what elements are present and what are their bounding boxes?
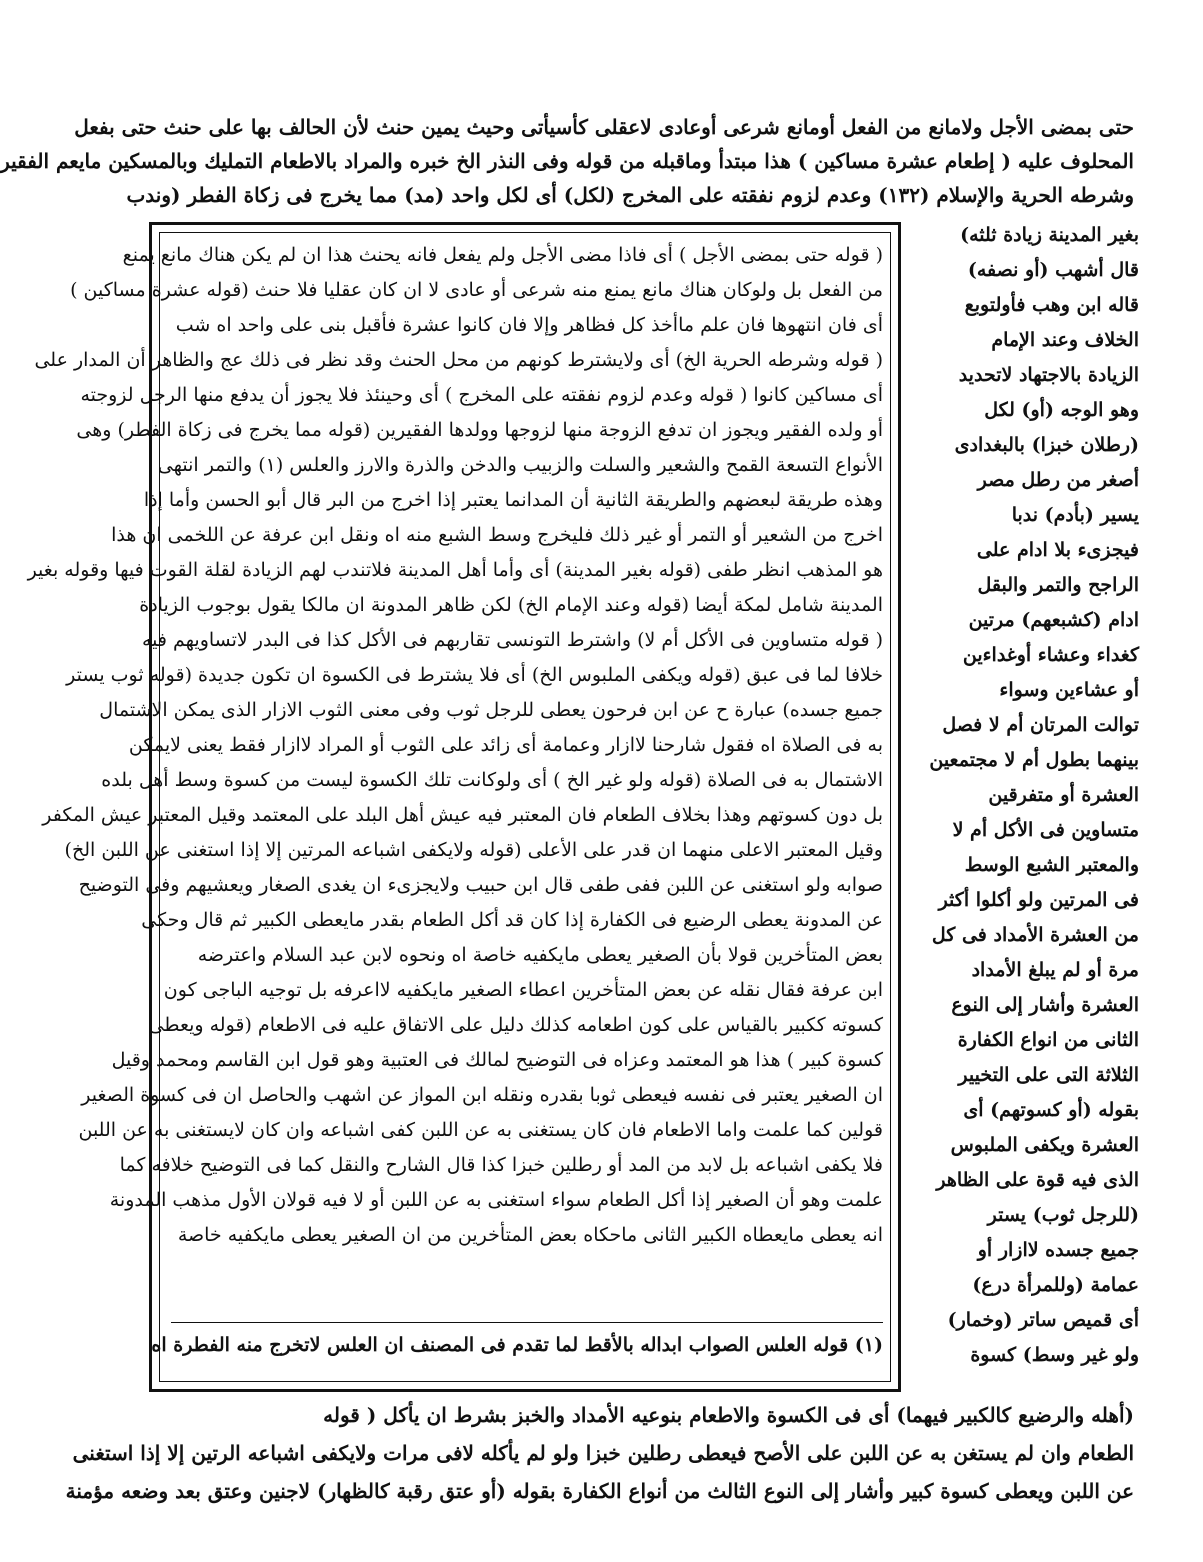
commentary-line: وقيل المعتبر الاعلى منهما ان قدر على الأعلى (قوله ولايكفى اشباعه المرتين إلا إذا استغنى عن اللبن الخ) (64, 839, 883, 861)
commentary-line: كسوة كبير ) هذا هو المعتمد وعزاه فى التوضيح لمالك فى العتبية وهو قول ابن القاسم ومحمد وقيل (111, 1049, 883, 1071)
side-text-line: قاله ابن وهب فأولتوبع (964, 294, 1139, 316)
commentary-line: الاشتمال به فى الصلاة (قوله ولو غير الخ ) أى ولوكانت تلك الكسوة ليست من كسوة وسط أهل بلده (101, 769, 883, 791)
side-text-line: متساوين فى الأكل أم لا (952, 819, 1139, 841)
side-text-line: من العشرة الأمداد فى كل (931, 924, 1139, 946)
commentary-line: هو المذهب انظر طفى (قوله بغير المدينة) أى وأما أهل المدينة فلاتندب لهم الزيادة لقلة القوت فيها وقوله بغير (27, 559, 883, 581)
commentary-line: به فى الصلاة اه فقول شارحنا لاازار وعمامة أى زائد على الثوب أو المراد لاازار فقط يعنى لايمكن (128, 734, 883, 756)
commentary-line: ( قوله وشرطه الحرية الخ) أى ولايشترط كونهم من محل الحنث وقد نظر فى ذلك عج والظاهر أن المدار على (34, 349, 883, 371)
commentary-line: أى مساكين كانوا ( قوله وعدم لزوم نفقته على المخرج ) أى وحينئذ فلا يجوز أن يدفع منها الرجل لزوجته (80, 384, 883, 406)
top-text-line: حتى بمضى الأجل ولامانع من الفعل أومانع شرعى أوعادى لاعقلى كأسيأتى وحيث يمين حنث لأن الحالف بها على حنث حتى بفعل (74, 115, 1134, 139)
side-text-line: والمعتبر الشبع الوسط (964, 854, 1139, 876)
commentary-line: قولين كما علمت واما الاطعام فان كان يستغنى به عن اللبن كفى اشباعه وان كان لايستغنى به عن اللبن (78, 1119, 883, 1141)
commentary-line: اخرج من الشعير أو التمر أو غير ذلك فليخرج وسط الشبع منه اه ونقل ابن عرفة عن اللخمى ان هذا (111, 524, 883, 546)
commentary-line: علمت وهو أن الصغير إذا أكل الطعام سواء استغنى به عن اللبن أو لا فيه قولان الأول مذهب المدونة (109, 1189, 883, 1211)
bottom-text-line: عن اللبن ويعطى كسوة كبير وأشار إلى النوع الثالث من أنواع الكفارة بقوله (أو عتق رقبة كالظهار) لاجنين وعتق بعد وضعه مؤمنة (65, 1479, 1134, 1503)
top-text-line: وشرطه الحرية والإسلام (١٣٢) وعدم لزوم نفقته على المخرج (لكل) أى لكل واحد (مد) مما يخرج فى زكاة الفطر (وندب (126, 183, 1134, 207)
side-text-line: وهو الوجه (أو) لكل (984, 399, 1139, 421)
side-text-line: يسير (بأدم) ندبا (1011, 504, 1139, 526)
bottom-text-line: الطعام وان لم يستغن به عن اللبن على الأصح فيعطى رطلين خبزا ولو لم يأكله لافى مرات ولايكفى اشباعه الرتين إلا إذا استغنى (72, 1441, 1134, 1465)
commentary-line: انه يعطى مايعطاه الكبير الثانى ماحكاه بعض المتأخرين من ان الصغير يعطى مايكفيه خاصة (177, 1224, 883, 1246)
side-text-line: (رطلان خبزا) بالبغدادى (954, 434, 1139, 456)
side-text-line: كغداء وعشاء أوغداءين (962, 644, 1139, 666)
commentary-line: بل دون كسوتهم وهذا بخلاف الطعام فان المعتبر فيه عيش أهل البلد على المعتمد وقيل المعتبر عيش المكفر (42, 804, 883, 826)
side-text-line: العشرة وأشار إلى النوع (951, 994, 1139, 1016)
commentary-line: ( قوله حتى بمضى الأجل ) أى فاذا مضى الأجل ولم يفعل فانه يحنث هذا ان لم يكن هناك مانع يمنع (122, 244, 883, 266)
side-text-line: أصغر من رطل مصر (977, 469, 1139, 491)
footnote-divider (171, 1322, 883, 1323)
side-text-line: بينهما بطول أم لا مجتمعين (929, 749, 1139, 771)
commentary-line: وهذه طريقة لبعضهم والطريقة الثانية أن المدانما يعتبر إذا اخرج من البر قال أبو الحسن وأما إذا (143, 489, 883, 511)
side-text-line: (للرجل ثوب) يستر (987, 1204, 1139, 1226)
side-text-line: جميع جسده لاازار أو (977, 1239, 1139, 1261)
side-text-line: بقوله (أو كسوتهم) أى (963, 1099, 1139, 1121)
side-text-line: الراجح والتمر والبقل (977, 574, 1139, 596)
commentary-line: من الفعل بل ولوكان هناك مانع يمنع منه شرعى أو عادى لا ان كان عقليا فلا حنث (قوله عشرة مساكين ) (70, 279, 883, 301)
side-text-line: فيجزىء بلا ادام على (976, 539, 1139, 561)
commentary-line: ان الصغير يعتبر فى نفسه فيعطى ثوبا بقدره ونقله ابن المواز عن اشهب والحاصل ان فى كسوة الصغير (81, 1084, 883, 1106)
side-text-line: الثانى من انواع الكفارة (957, 1029, 1139, 1051)
side-text-line: مرة أو لم يبلغ الأمداد (971, 959, 1139, 981)
side-text-line: الثلاثة التى على التخيير (958, 1064, 1139, 1086)
commentary-line: كسوته ككبير بالقياس على كون اطعامه كذلك دليل على الاتفاق عليه فى الاطعام (قوله ويعطى (148, 1014, 883, 1036)
commentary-line: عن المدونة يعطى الرضيع فى الكفارة إذا كان قد أكل الطعام بقدر مايعطى الكبير ثم قال وحكى (141, 909, 883, 931)
side-text-line: العشرة أو متفرقين (988, 784, 1139, 806)
commentary-line: ابن عرفة فقال نقله عن بعض المتأخرين اعطاء الصغير مايكفيه لااعرفه بل توجيه الباجى كون (163, 979, 883, 1001)
side-text-line: ولو غير وسط) كسوة (970, 1344, 1139, 1366)
commentary-line: الأنواع التسعة القمح والشعير والسلت والزبيب والدخن والذرة والارز والعلس (١) والتمر انتهى (157, 454, 883, 476)
commentary-line: أو ولده الفقير ويجوز ان تدفع الزوجة منها لزوجها وولدها الفقيرين (قوله مما يخرج فى زكاة الفطر) وهى (76, 419, 883, 441)
commentary-line: المدينة شامل لمكة أيضا (قوله وعند الإمام الخ) لكن ظاهر المدونة ان مالكا يقول بوجوب الزيادة (139, 594, 883, 616)
top-text-line: المحلوف عليه ( إطعام عشرة مساكين ) هذا مبتدأ وماقبله من قوله وفى النذر الخ خبره والمراد بالاطعام التمليك وبالمسكين مايعم الفقير (0, 149, 1134, 173)
side-text-line: الزيادة بالاجتهاد لاتحديد (958, 364, 1139, 386)
commentary-line: صوابه ولو استغنى عن اللبن ففى طفى قال ابن حبيب ولايجزىء ان يغدى الصغار ويعشيهم وفى التوضيح (78, 874, 883, 896)
commentary-line: خلافا لما فى عبق (قوله ويكفى الملبوس الخ) أى فلا يشترط فى الكسوة ان تكون جديدة (قوله ثوب يستر (66, 664, 883, 686)
side-text-line: قال أشهب (أو نصفه) (967, 259, 1139, 281)
side-text-line: الخلاف وعند الإمام (991, 329, 1139, 351)
side-text-line: العشرة ويكفى الملبوس (950, 1134, 1139, 1156)
side-text-line: أى قميص ساتر (وخمار) (947, 1309, 1139, 1331)
side-text-line: بغير المدينة زيادة ثلثه) (960, 224, 1139, 246)
side-text-line: فى المرتين ولو أكلوا أكثر (938, 889, 1139, 911)
bottom-text-line: (أهله والرضيع كالكبير فيهما) أى فى الكسوة والاطعام بنوعيه الأمداد والخبز بشرط ان يأكل ( قوله (323, 1403, 1134, 1427)
side-text-line: الذى فيه قوة على الظاهر (936, 1169, 1139, 1191)
side-text-line: عمامة (وللمرأة درع) (972, 1274, 1139, 1296)
side-text-line: أو عشاءين وسواء (999, 679, 1139, 701)
side-text-line: ادام (كشبعهم) مرتين (968, 609, 1139, 631)
commentary-line: فلا يكفى اشباعه بل لابد من المد أو رطلين خبزا كذا قال الشارح والنقل كما فى التوضيح خلافه كما (119, 1154, 883, 1176)
side-text-line: توالت المرتان أم لا فصل (942, 714, 1139, 736)
commentary-line: جميع جسده) عبارة ح عن ابن فرحون يعطى للرجل ثوب وفى معنى الثوب الازار الذى يمكن الاشتمال (99, 699, 883, 721)
commentary-line: ( قوله متساوين فى الأكل أم لا) واشترط التونسى تقاربهم فى الأكل كذا فى البدر لاتساويهم فيه (141, 629, 883, 651)
commentary-line: أى فان انتهوها فان علم ماأخذ كل فظاهر وإلا فان كانوا عشرة فأقبل بنى على واحد اه شب (175, 314, 883, 336)
commentary-line: بعض المتأخرين قولا بأن الصغير يعطى مايكفيه خاصة اه ونحوه لابن عبد السلام واعترضه (197, 944, 883, 966)
footnote: (١) قوله العلس الصواب ابداله بالأقط لما تقدم فى المصنف ان العلس لاتخرج منه الفطرة اه (151, 1334, 883, 1356)
